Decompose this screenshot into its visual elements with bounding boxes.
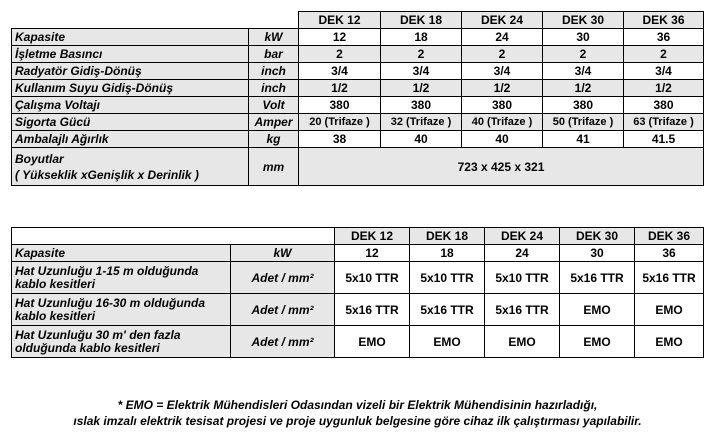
cell-value: 30 [543, 29, 624, 46]
cell-value: 380 [624, 97, 704, 114]
row-label: Hat Uzunluğu 16-30 m olduğunda kablo kesitleri [12, 294, 231, 326]
row-label: Kapasite [12, 245, 231, 262]
specs-header-row [12, 12, 704, 29]
cell-value: 36 [635, 245, 704, 262]
cell-value: 18 [410, 245, 485, 262]
cell-value: 5x10 TTR [485, 262, 560, 294]
cell-value: 40 (Trifaze ) [462, 114, 543, 131]
cell-value: 20 (Trifaze ) [299, 114, 381, 131]
model-header: DEK 12 [299, 12, 381, 29]
cell-value: 5x16 TTR [635, 262, 704, 294]
dimensions-unit: mm [249, 148, 299, 186]
cell-value: 40 [381, 131, 462, 148]
row-label: Kapasite [12, 29, 249, 46]
specs-table [11, 11, 704, 186]
cell-value: 380 [543, 97, 624, 114]
cell-value: EMO [560, 294, 635, 326]
cell-value: 41 [543, 131, 624, 148]
row-unit: Amper [249, 114, 299, 131]
row-label: İşletme Basıncı [12, 46, 249, 63]
cell-value: EMO [635, 294, 704, 326]
row-label: Sigorta Gücü [12, 114, 249, 131]
cell-value: EMO [560, 326, 635, 358]
table-row [12, 63, 704, 80]
cell-value: 24 [462, 29, 543, 46]
row-unit: Adet / mm² [231, 294, 335, 326]
model-header: DEK 30 [543, 12, 624, 29]
cell-value: 2 [543, 46, 624, 63]
cell-value: 2 [462, 46, 543, 63]
cell-value: 3/4 [381, 63, 462, 80]
row-unit: bar [249, 46, 299, 63]
cell-value: 38 [299, 131, 381, 148]
model-header: DEK 24 [485, 228, 560, 245]
cell-value: 380 [462, 97, 543, 114]
dimensions-label [12, 148, 249, 186]
cell-value: 380 [381, 97, 462, 114]
table-row [12, 97, 704, 114]
cell-value: 63 (Trifaze ) [624, 114, 704, 131]
table-row [12, 326, 704, 358]
row-label: Kullanım Suyu Gidiş-Dönüş [12, 80, 249, 97]
cell-value: 1/2 [462, 80, 543, 97]
row-unit: inch [249, 80, 299, 97]
cell-value: 12 [299, 29, 381, 46]
row-unit: Adet / mm² [231, 326, 335, 358]
cell-value: 3/4 [543, 63, 624, 80]
cell-value: 1/2 [543, 80, 624, 97]
model-header: DEK 12 [335, 228, 410, 245]
cell-value: 2 [624, 46, 704, 63]
cell-value: 5x16 TTR [560, 262, 635, 294]
blank-corner [12, 228, 335, 245]
cell-value: 36 [624, 29, 704, 46]
row-label: Çalışma Voltajı [12, 97, 249, 114]
blank-corner [12, 12, 299, 29]
model-header: DEK 24 [462, 12, 543, 29]
table-row [12, 29, 704, 46]
cell-value: 380 [299, 97, 381, 114]
row-label: Hat Uzunluğu 1-15 m olduğunda kablo kesitleri [12, 262, 231, 294]
dimensions-row [12, 148, 704, 186]
row-label: Radyatör Gidiş-Dönüş [12, 63, 249, 80]
cell-value: 5x10 TTR [410, 262, 485, 294]
table-row [12, 294, 704, 326]
cell-value: 3/4 [462, 63, 543, 80]
row-unit: Volt [249, 97, 299, 114]
cell-value: 24 [485, 245, 560, 262]
row-unit: kW [249, 29, 299, 46]
cell-value: EMO [485, 326, 560, 358]
cell-value: 3/4 [299, 63, 381, 80]
row-unit: Adet / mm² [231, 262, 335, 294]
row-unit: kW [231, 245, 335, 262]
table-row [12, 46, 704, 63]
cell-value: 12 [335, 245, 410, 262]
dimensions-label-line1: Boyutlar [15, 151, 64, 166]
table-row [12, 245, 704, 262]
model-header: DEK 30 [560, 228, 635, 245]
cell-value: 18 [381, 29, 462, 46]
dimensions-value: 723 x 425 x 321 [299, 148, 704, 186]
cell-value: 3/4 [624, 63, 704, 80]
cell-value: 41.5 [624, 131, 704, 148]
cell-value: 40 [462, 131, 543, 148]
cell-value: 5x16 TTR [335, 294, 410, 326]
table-row [12, 114, 704, 131]
cell-value: 32 (Trifaze ) [381, 114, 462, 131]
cell-value: 1/2 [299, 80, 381, 97]
row-unit: kg [249, 131, 299, 148]
cable-table [11, 227, 704, 358]
cell-value: 1/2 [624, 80, 704, 97]
cell-value: 30 [560, 245, 635, 262]
cell-value: EMO [335, 326, 410, 358]
model-header: DEK 18 [381, 12, 462, 29]
model-header: DEK 18 [410, 228, 485, 245]
cell-value: EMO [410, 326, 485, 358]
cell-value: 5x10 TTR [335, 262, 410, 294]
cell-value: 5x16 TTR [485, 294, 560, 326]
footnote-line1: * EMO = Elektrik Mühendisleri Odasından vizeli bir Elektrik Mühendisinin hazırladığı, [117, 398, 598, 412]
row-unit: inch [249, 63, 299, 80]
table-row [12, 131, 704, 148]
cell-value: 1/2 [381, 80, 462, 97]
dimensions-label-line2: ( Yükseklik xGenişlik x Derinlik ) [15, 167, 199, 182]
model-header: DEK 36 [624, 12, 704, 29]
footnote-line2: ıslak imzalı elektrik tesisat projesi ve proje uygunluk belgesine göre cihaz ilk çalıştırması yapılabilir. [73, 414, 642, 428]
cell-value: 2 [381, 46, 462, 63]
table-row [12, 262, 704, 294]
row-label: Hat Uzunluğu 30 m' den fazla olduğunda kablo kesitleri [12, 326, 231, 358]
cell-value: 2 [299, 46, 381, 63]
cell-value: 50 (Trifaze ) [543, 114, 624, 131]
table-row [12, 80, 704, 97]
model-header: DEK 36 [635, 228, 704, 245]
cell-value: 5x16 TTR [410, 294, 485, 326]
cell-value: EMO [635, 326, 704, 358]
row-label: Ambalajlı Ağırlık [12, 131, 249, 148]
cable-header-row [12, 228, 704, 245]
